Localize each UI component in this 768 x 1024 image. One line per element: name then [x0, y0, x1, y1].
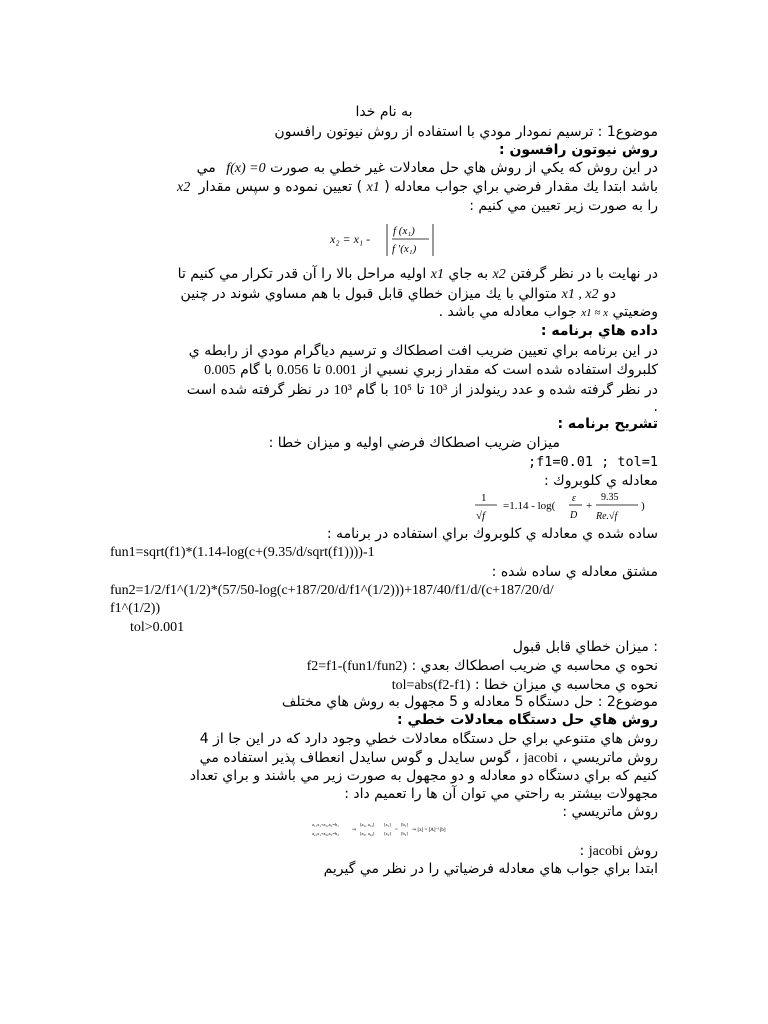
paragraph-line: ساده شده ي معادله ي كلوبروك براي استفاده در برنامه : — [326, 526, 658, 542]
svg-text:[x₂]: [x₂] — [384, 831, 391, 836]
svg-text:f (x₁): f (x₁) — [393, 225, 415, 237]
svg-text:f ′(x₁): f ′(x₁) — [392, 243, 417, 255]
roughness-to: 0.056 — [276, 363, 309, 378]
paragraph-line: در نظر گرفته شده و عدد رينولدز از 10³ تا 10⁵ با گام 10³ در نظر گرفته شده است — [186, 382, 658, 398]
svg-text:a₂₁x₁+a₂₂x₂=b₂: a₂₁x₁+a₂₂x₂=b₂ — [312, 831, 339, 836]
roughness-step: 0.005 — [204, 363, 236, 378]
svg-text:=: = — [395, 828, 398, 833]
paragraph-line: روش jacobi : — [579, 843, 658, 859]
svg-text:[a₂₁ a₂₂]: [a₂₁ a₂₂] — [360, 831, 375, 836]
code-line: f1^(1/2)) — [110, 601, 161, 616]
svg-text:D: D — [570, 510, 578, 521]
svg-text:[b₁]: [b₁] — [401, 822, 408, 827]
paragraph-line: دو x1 , x2 متوالي با يك ميزان خطاي قابل قبول با هم مساوي شوند در چنين — [180, 286, 616, 302]
paragraph-line: مشتق معادله ي ساده شده : — [491, 564, 658, 580]
svg-text:[a₁₁ a₁₂]: [a₁₁ a₁₂] — [360, 822, 375, 827]
code-line: ;f1=0.01 ; tol=1 — [527, 454, 658, 470]
paragraph-line: . — [653, 399, 658, 415]
newton-raphson-heading: روش نيوتون رافسون : — [498, 142, 658, 158]
paragraph-line: روش ماتريسي : — [562, 804, 658, 820]
paragraph-line: در اين برنامه براي تعيين ضريب افت اصطكاك و ترسيم دياگرام مودي از رابطه ي — [188, 343, 658, 359]
svg-text:=1.14 - log(: =1.14 - log( — [503, 500, 556, 512]
svg-text:+: + — [586, 500, 593, 512]
reynolds-to: 10⁵ — [393, 383, 412, 398]
bismillah-heading: به نام خدا — [355, 104, 413, 120]
symbol-x2: x2 — [177, 180, 191, 195]
paragraph-line: وضعيتي x1 ≈ x جواب معادله مي باشد . — [438, 304, 658, 320]
svg-text:[b₂]: [b₂] — [401, 831, 408, 836]
matrix-formula — [312, 818, 462, 840]
code-line: tol>0.001 — [130, 620, 185, 635]
reynolds-from: 10³ — [429, 383, 448, 398]
paragraph-line: ابتدا براي جواب هاي معادله فرضياتي را در نظر مي گيريم — [323, 861, 658, 877]
svg-text:9.35: 9.35 — [601, 492, 619, 503]
symbol-x1-x2: x1 , x2 — [561, 287, 599, 302]
svg-text:Re.√f: Re.√f — [596, 511, 618, 522]
svg-text:[x₁]: [x₁] — [384, 822, 391, 827]
paragraph-line: در اين روش كه يكي از روش هاي حل معادلات غير خطي به صورت f(x) =0 مي — [196, 160, 658, 176]
reynolds-step: 10³ — [333, 383, 352, 398]
paragraph-line: روش هاي متنوعي براي حل دستگاه معادلات خطي وجود دارد كه در اين جا از 4 — [199, 731, 658, 747]
paragraph-line: روش ماتريسي ، jacobi ، گوس سايدل و گوس سايدل انعطاف پذير استفاده مي — [199, 750, 658, 766]
paragraph-line: را به صورت زير تعيين مي كنيم : — [469, 198, 658, 214]
paragraph-line: نحوه ي محاسبه ي ميزان خطا : tol=abs(f2-f1) — [391, 677, 658, 693]
linear-systems-heading: روش هاي حل دستگاه معادلات خطي : — [396, 712, 658, 728]
svg-text:√f: √f — [476, 510, 486, 522]
svg-text:ε: ε — [572, 493, 576, 504]
symbol-x1: x1 — [366, 180, 380, 195]
newton-formula — [330, 218, 440, 260]
svg-text:⇒: ⇒ — [352, 828, 357, 833]
roughness-from: 0.001 — [325, 363, 357, 378]
svg-text:): ) — [641, 500, 645, 512]
paragraph-line: ميزان ضريب اصطكاك فرضي اوليه و ميزان خطا : — [268, 435, 560, 451]
paragraph-line: مجهولات بيشتر به راحتي مي توان آن ها را تعميم داد : — [344, 786, 658, 802]
paragraph-line: نحوه ي محاسبه ي ضريب اصطكاك بعدي : f2=f1-(fun1/fun2) — [306, 658, 658, 674]
svg-text:a₁₁x₁+a₁₂x₂=b₁: a₁₁x₁+a₁₂x₂=b₁ — [312, 822, 339, 827]
colebrook-formula — [475, 488, 660, 524]
topic-1-title: موضوع1 : ترسيم نمودار مودي با استفاده از روش نيوتون رافسون — [274, 124, 658, 140]
program-explanation-heading: تشريح برنامه : — [557, 416, 658, 432]
program-data-heading: داده هاي برنامه : — [540, 323, 658, 339]
paragraph-line: در نهايت با در نظر گرفتن x2 به جاي x1 اوليه مراحل بالا را آن قدر تكرار مي كنيم تا — [177, 266, 658, 282]
code-line: fun1=sqrt(f1)*(1.14-log(c+(9.35/d/sqrt(f1))))-1 — [110, 545, 375, 560]
symbol-approx: x1 ≈ x — [581, 307, 609, 319]
paragraph-line: باشد ابتدا يك مقدار فرضي براي جواب معادله ( x1 ) تعيين نموده و سپس مقدار x2 — [177, 179, 658, 195]
paragraph-line: كلبروك استفاده شده است كه مقدار زبري نسبي از 0.001 تا 0.056 با گام 0.005 — [204, 362, 658, 378]
svg-text:1: 1 — [481, 492, 487, 504]
svg-text:⇒ [x] = [A]⁻¹[b]: ⇒ [x] = [A]⁻¹[b] — [412, 828, 446, 833]
paragraph-line: معادله ي كلوبروك : — [543, 473, 658, 489]
paragraph-line: : ميزان خطاي قابل قبول — [512, 639, 658, 655]
equation-fx: f(x) =0 — [226, 161, 266, 176]
code-line: fun2=1/2/f1^(1/2)*(57/50-log(c+187/20/d/f1^(1/2)))+187/40/f1/d/(c+187/20/d/ — [110, 583, 554, 598]
topic-2-title: موضوع2 : حل دستگاه 5 معادله و 5 مجهول به روش هاي مختلف — [281, 694, 658, 710]
paragraph-line: كنيم كه براي دستگاه دو معادله و دو مجهول به صورت زير مي باشند و براي تعداد — [189, 768, 658, 784]
svg-text:x₂ = x₁ -: x₂ = x₁ - — [330, 232, 371, 246]
